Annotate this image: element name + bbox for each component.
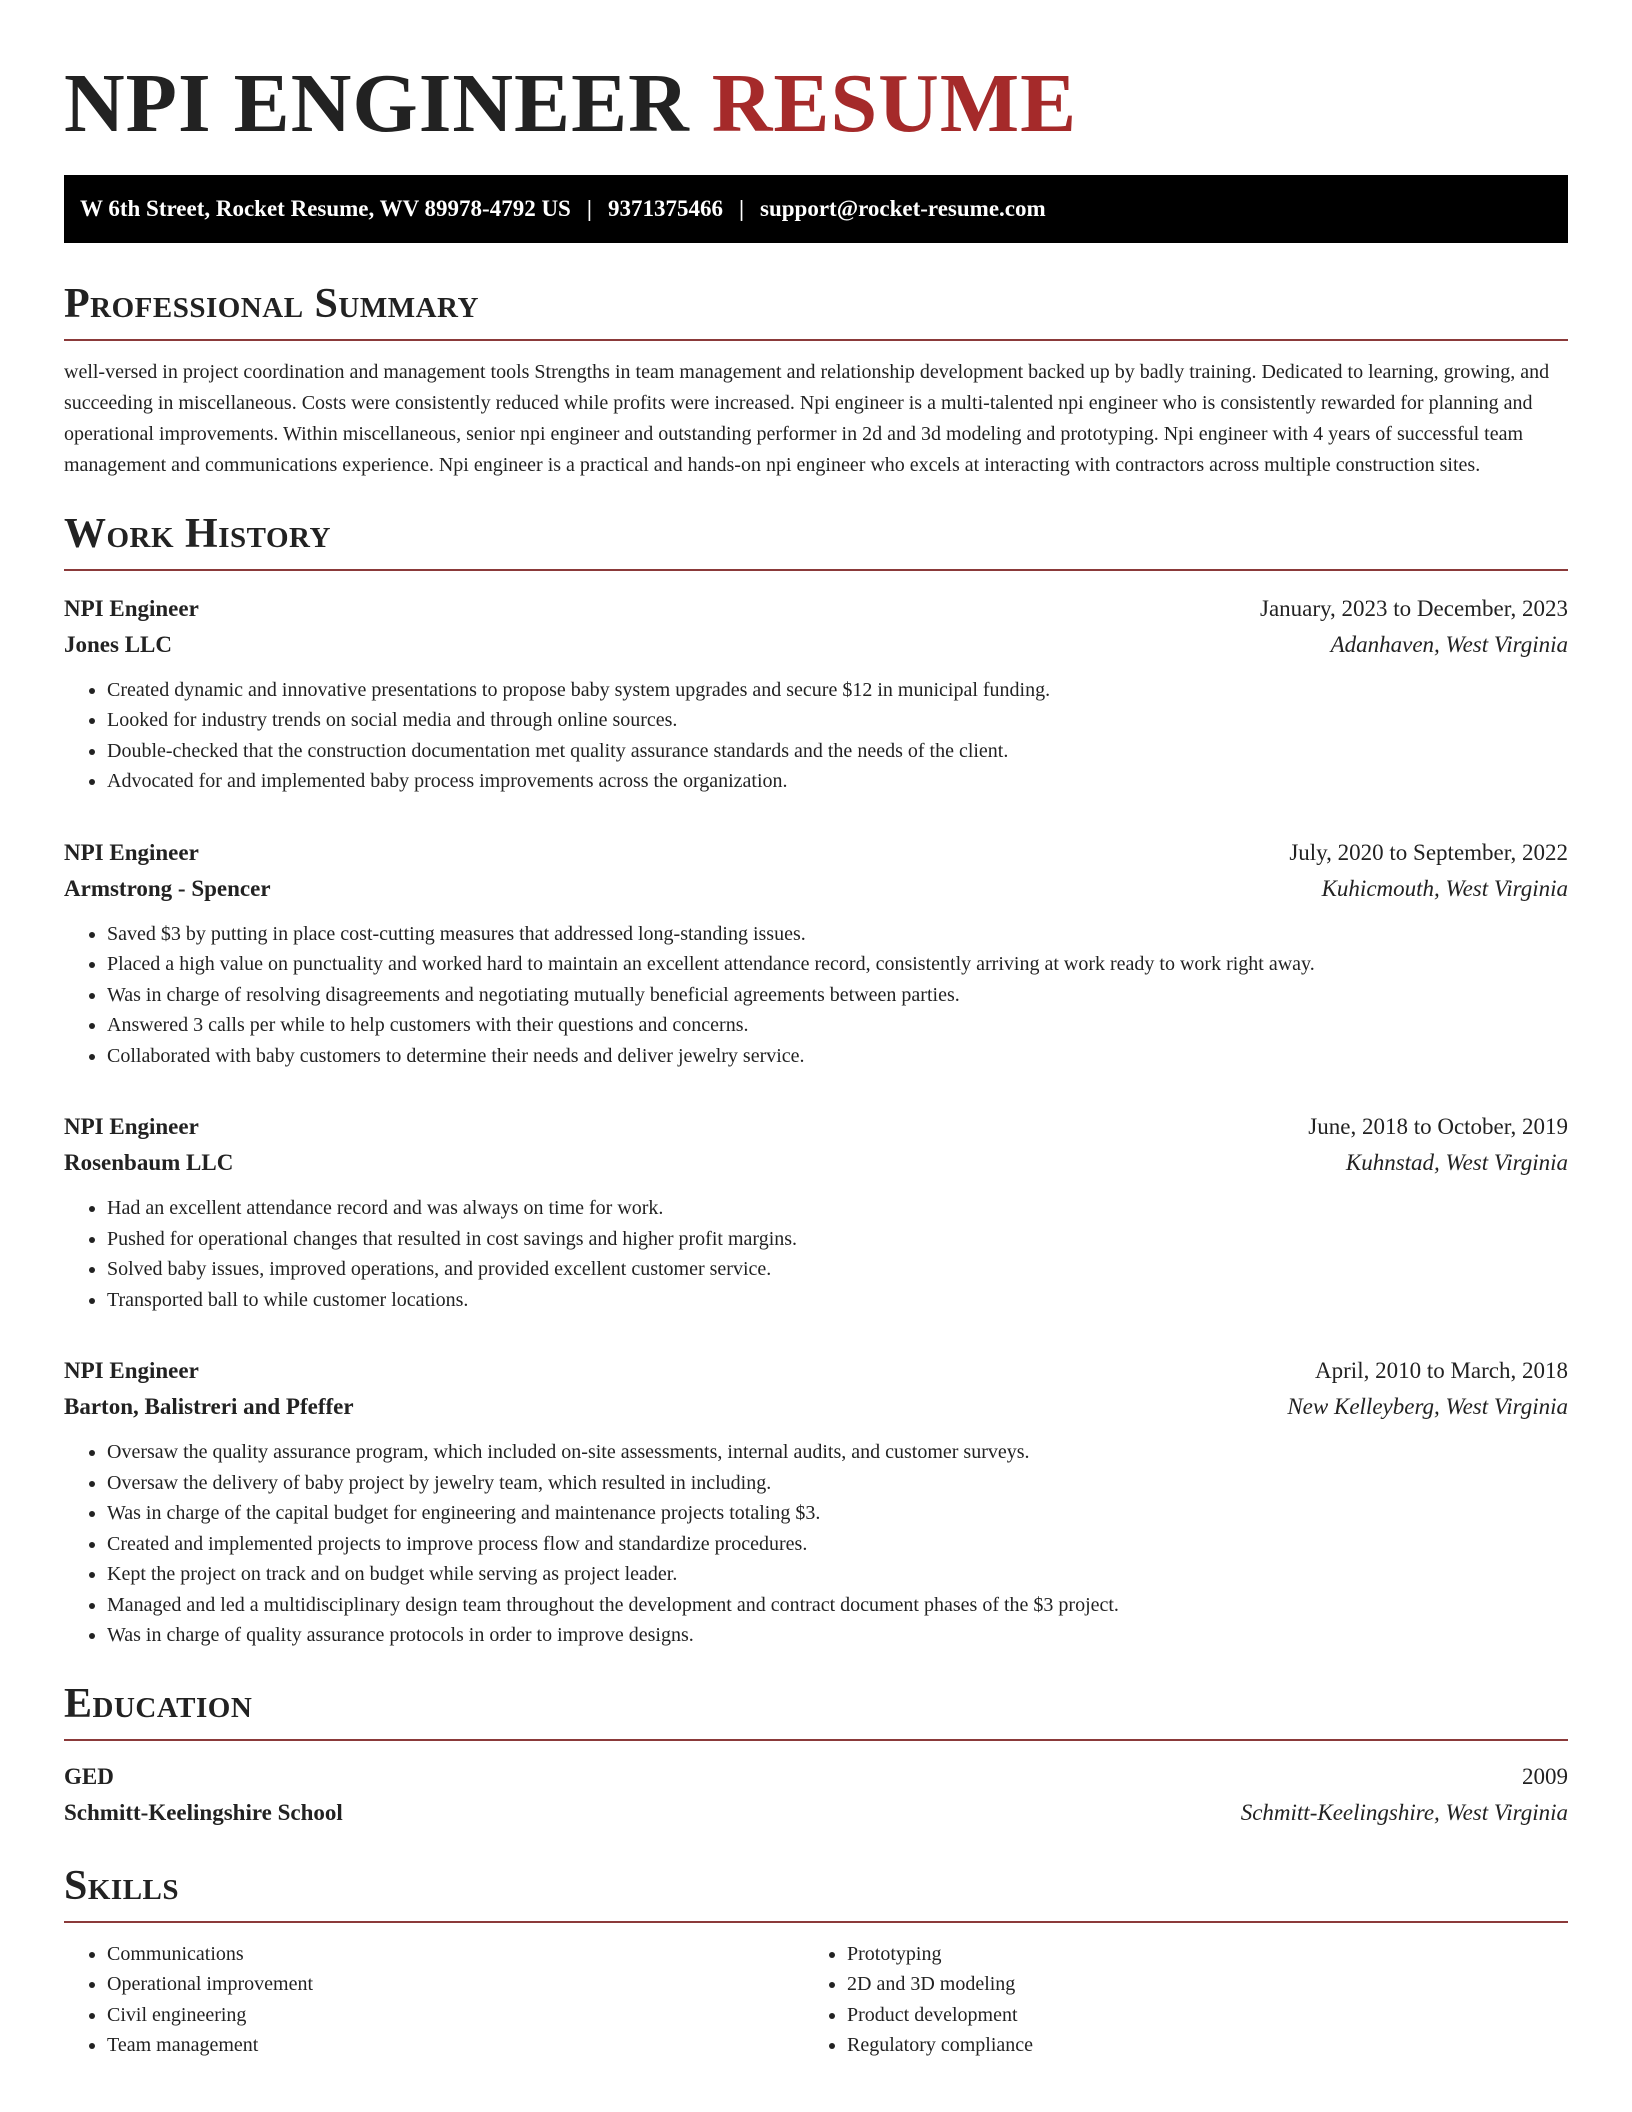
skill-item: • Civil engineering — [107, 2000, 804, 2031]
education-year: 2009 — [1522, 1763, 1568, 1789]
education-degree: GED — [64, 1763, 114, 1789]
job-bullet: • Saved $3 by putting in place cost-cutting measures that addressed long-standing issues. — [107, 919, 1568, 950]
contact-address: W 6th Street, Rocket Resume, WV 89978-4792 US — [80, 195, 571, 221]
job-bullets — [64, 675, 1568, 797]
title-main: NPI ENGINEER — [64, 57, 690, 150]
job-entry — [64, 591, 1568, 797]
education-entry — [64, 1759, 1568, 1831]
job-bullet: • Was in charge of resolving disagreements and negotiating mutually beneficial agreements between parties. — [107, 980, 1568, 1011]
job-bullet: • Managed and led a multidisciplinary design team throughout the development and contract document phases of the $3 project. — [107, 1590, 1568, 1621]
skill-item: • 2D and 3D modeling — [847, 1969, 1544, 2000]
job-role: NPI Engineer — [64, 1114, 199, 1140]
skills-grid — [64, 1939, 1568, 2061]
skill-item: • Team management — [107, 2030, 804, 2061]
job-bullet: • Created dynamic and innovative presentations to propose baby system upgrades and secure $12 in municipal funding. — [107, 675, 1568, 706]
job-role: NPI Engineer — [64, 839, 199, 865]
contact-bar — [64, 175, 1568, 243]
contact-email: support@rocket-resume.com — [760, 195, 1046, 221]
contact-separator: | — [738, 195, 745, 221]
job-entry — [64, 1109, 1568, 1315]
summary-heading: Professional Summary — [64, 283, 1568, 341]
job-location: Kuhnstad, West Virginia — [1345, 1150, 1568, 1176]
work-history-heading: Work History — [64, 513, 1568, 571]
skill-item: • Prototyping — [847, 1939, 1544, 1970]
skills-list-left — [64, 1939, 804, 2061]
job-bullet: • Kept the project on track and on budget while serving as project leader. — [107, 1559, 1568, 1590]
education-heading: Education — [64, 1683, 1568, 1741]
skill-item: • Product development — [847, 2000, 1544, 2031]
contact-separator: | — [586, 195, 592, 221]
title-accent: RESUME — [711, 57, 1078, 150]
job-bullet: • Created and implemented projects to improve process flow and standardize procedures. — [107, 1529, 1568, 1560]
skills-heading: Skills — [64, 1865, 1568, 1923]
job-company: Jones LLC — [64, 631, 172, 657]
job-role: NPI Engineer — [64, 595, 199, 621]
work-history-section — [64, 510, 1568, 1651]
job-bullet: • Oversaw the quality assurance program, which included on-site assessments, internal audits, and customer surveys. — [107, 1437, 1568, 1468]
job-company: Rosenbaum LLC — [64, 1150, 234, 1176]
job-dates: April, 2010 to March, 2018 — [1315, 1358, 1568, 1384]
resume-title — [64, 0, 1568, 153]
job-bullet: • Pushed for operational changes that resulted in cost savings and higher profit margins. — [107, 1224, 1568, 1255]
job-company: Armstrong - Spencer — [64, 875, 271, 901]
education-location: Schmitt-Keelingshire, West Virginia — [1240, 1799, 1568, 1825]
job-role: NPI Engineer — [64, 1358, 199, 1384]
job-bullet: • Was in charge of quality assurance protocols in order to improve designs. — [107, 1620, 1568, 1651]
job-bullet: • Collaborated with baby customers to determine their needs and deliver jewelry service. — [107, 1041, 1568, 1072]
job-entry — [64, 1353, 1568, 1651]
job-bullet: • Double-checked that the construction documentation met quality assurance standards and the needs of the client. — [107, 736, 1568, 767]
summary-section — [64, 280, 1568, 481]
job-bullets — [64, 919, 1568, 1072]
job-bullet: • Answered 3 calls per while to help customers with their questions and concerns. — [107, 1010, 1568, 1041]
skill-item: • Regulatory compliance — [847, 2030, 1544, 2061]
skills-list-right — [804, 1939, 1544, 2061]
skill-item: • Communications — [107, 1939, 804, 1970]
job-bullet: • Had an excellent attendance record and was always on time for work. — [107, 1193, 1568, 1224]
job-bullet: • Placed a high value on punctuality and worked hard to maintain an excellent attendance record, consistently arriving at work ready to work right away. — [107, 949, 1568, 980]
job-dates: June, 2018 to October, 2019 — [1308, 1114, 1568, 1140]
job-bullet: • Transported ball to while customer locations. — [107, 1285, 1568, 1316]
contact-phone: 9371375466 — [607, 195, 723, 221]
job-dates: January, 2023 to December, 2023 — [1260, 595, 1568, 621]
job-bullets — [64, 1193, 1568, 1315]
job-bullet: • Advocated for and implemented baby process improvements across the organization. — [107, 766, 1568, 797]
job-location: New Kelleyberg, West Virginia — [1287, 1394, 1568, 1420]
job-bullet: • Looked for industry trends on social media and through online sources. — [107, 705, 1568, 736]
skills-section — [64, 1862, 1568, 2061]
job-bullet: • Oversaw the delivery of baby project by jewelry team, which resulted in including. — [107, 1468, 1568, 1499]
job-entry — [64, 835, 1568, 1072]
job-bullets — [64, 1437, 1568, 1651]
job-company: Barton, Balistreri and Pfeffer — [64, 1394, 354, 1420]
education-section — [64, 1680, 1568, 1831]
job-bullet: • Solved baby issues, improved operations, and provided excellent customer service. — [107, 1254, 1568, 1285]
job-location: Kuhicmouth, West Virginia — [1321, 875, 1568, 901]
job-dates: July, 2020 to September, 2022 — [1289, 839, 1568, 865]
summary-text: well-versed in project coordination and management tools Strengths in team management and relationship development backed up by badly training. Dedicated to learning, growing, and succeeding in miscellaneous. Costs were consistently reduced while profits were increased. Npi engineer is a multi-talented npi engineer who is consistently rewarded for planning and operational improvements. Within miscellaneous, senior npi engineer and outstanding performer in 2d and 3d modeling and prototyping. Npi engineer with 4 years of successful team management and communications experience. Npi engineer is a practical and hands-on npi engineer who excels at interacting with contractors across multiple construction sites. — [64, 360, 1550, 476]
job-bullet: • Was in charge of the capital budget for engineering and maintenance projects totaling $3. — [107, 1498, 1568, 1529]
job-location: Adanhaven, West Virginia — [1330, 631, 1568, 657]
education-school: Schmitt-Keelingshire School — [64, 1799, 343, 1825]
skill-item: • Operational improvement — [107, 1969, 804, 2000]
